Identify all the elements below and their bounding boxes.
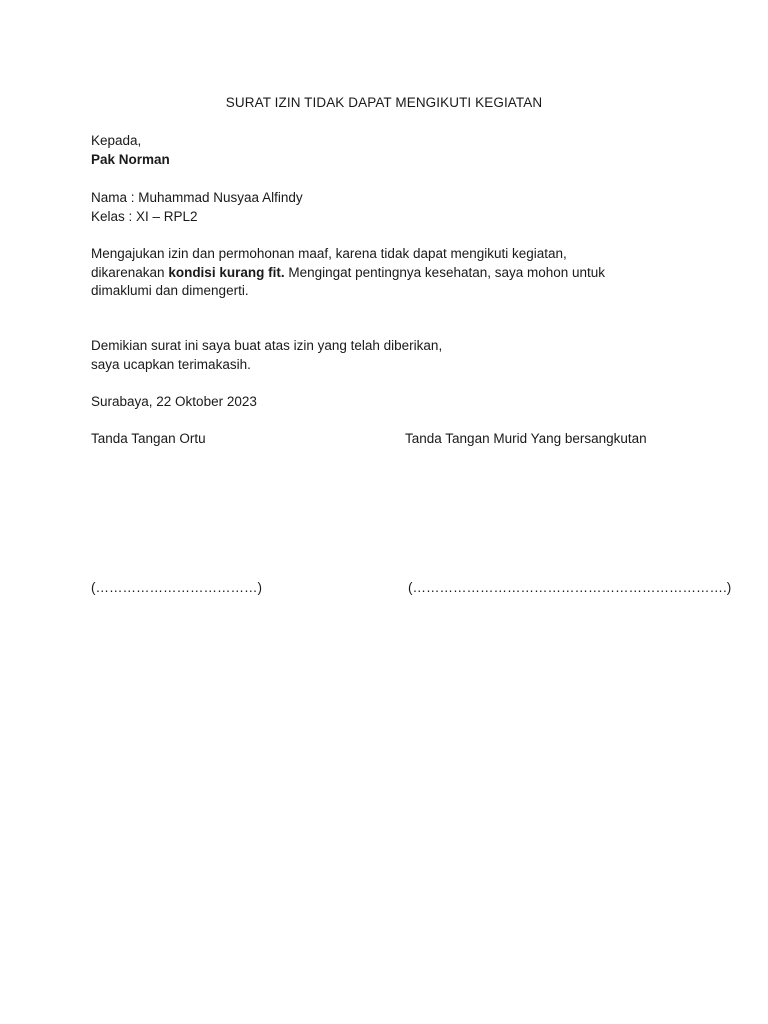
recipient-name: Pak Norman: [91, 151, 170, 167]
parent-signature-label: Tanda Tangan Ortu: [91, 431, 206, 446]
student-class-line: Kelas : XI – RPL2: [91, 208, 198, 224]
body-highlight-reason: kondisi kurang fit.: [168, 264, 285, 280]
recipient-salutation: Kepada,: [91, 133, 142, 148]
closing-block: [91, 337, 691, 374]
student-info-block: [91, 189, 691, 226]
body-line-2-prefix: dikarenakan: [91, 264, 169, 280]
letter-body: [91, 245, 691, 301]
student-signature-label: Tanda Tangan Murid Yang bersangkutan: [405, 431, 647, 446]
letter-title: SURAT IZIN TIDAK DAPAT MENGIKUTI KEGIATAN: [225, 95, 543, 110]
parent-signature-line: (………………………………): [91, 580, 262, 595]
recipient-block: [91, 132, 691, 169]
body-line-2-suffix: Mengingat pentingnya kesehatan, saya mohon untuk: [284, 264, 606, 280]
student-name-line: Nama : Muhammad Nusyaa Alfindy: [91, 190, 303, 205]
closing-line-2: saya ucapkan terimakasih.: [91, 356, 251, 372]
body-line-1: Mengajukan izin dan permohonan maaf, karena tidak dapat mengikuti kegiatan,: [91, 246, 567, 261]
body-line-3: dimaklumi dan dimengerti.: [91, 283, 249, 298]
closing-line-1: Demikian surat ini saya buat atas izin yang telah diberikan,: [91, 338, 443, 353]
student-signature-line: (…………………………………………………………….): [408, 580, 732, 595]
body-line-2: [91, 264, 691, 283]
place-date: Surabaya, 22 Oktober 2023: [91, 394, 257, 409]
